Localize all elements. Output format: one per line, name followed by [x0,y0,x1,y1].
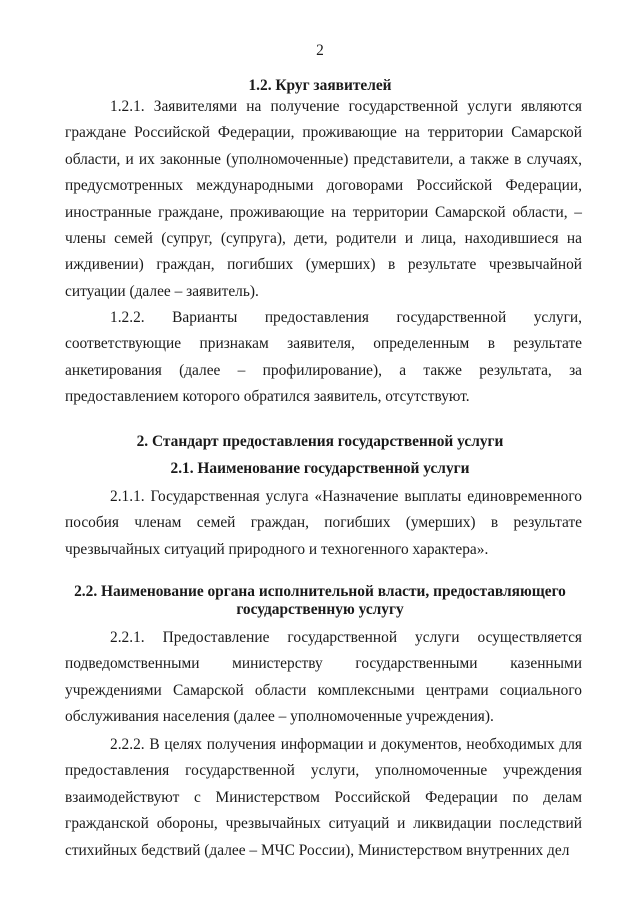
paragraph-2-2-1: 2.2.1. Предоставление государственной услуги осуществляется подведомственными министерству государственными казенными учреждениями Самарской области комплексными центрами социального обслуживания населения (далее – уполномоченные учреждения). [65,629,582,726]
paragraph-1-2-2: 1.2.2. Варианты предоставления государственной услуги, соответствующие признакам заявителя, определенным в результате анкетирования (далее – профилирование), а также результата, за предоставлением которого обратился заявитель, отсутствуют. [65,309,582,406]
heading-2-2-line-1: 2.2. Наименование органа исполнительной власти, предоставляющего [74,583,566,600]
paragraph-2-1-1: 2.1.1. Государственная услуга «Назначение выплаты единовременного пособия членам семей граждан, погибших (умерших) в результате чрезвычайных ситуаций природного и техногенного характера». [65,488,582,558]
paragraph-2-2-2: 2.2.2. В целях получения информации и документов, необходимых для предоставления государственной услуги, уполномоченные учреждения взаимодействуют с Министерством Российской Федерации по делам гражданской обороны, чрезвычайных ситуаций и ликвидации последствий стихийных бедствий (далее – МЧС России), Министерством внутренних дел [65,736,582,859]
heading-2: 2. Стандарт предоставления государственной услуги [136,433,504,450]
page-number: 2 [316,42,324,59]
paragraph-1-2-1: 1.2.1. Заявителями на получение государственной услуги являются граждане Российской Федерации, проживающие на территории Самарской области, и их законные (уполномоченные) представители, а также в случаях, предусмотренных международными договорами Российской Федерации, иностранные граждане, проживающие на территории Самарской области, – члены семей (супруг, (супруга), дети, родители и лица, находившиеся на иждивении) граждан, погибших (умерших) в результате чрезвычайной ситуации (далее – заявитель). [65,98,582,300]
heading-2-1: 2.1. Наименование государственной услуги [170,460,470,477]
heading-1-2: 1.2. Круг заявителей [248,77,392,94]
heading-2-2-line-2: государственную услугу [236,601,404,618]
